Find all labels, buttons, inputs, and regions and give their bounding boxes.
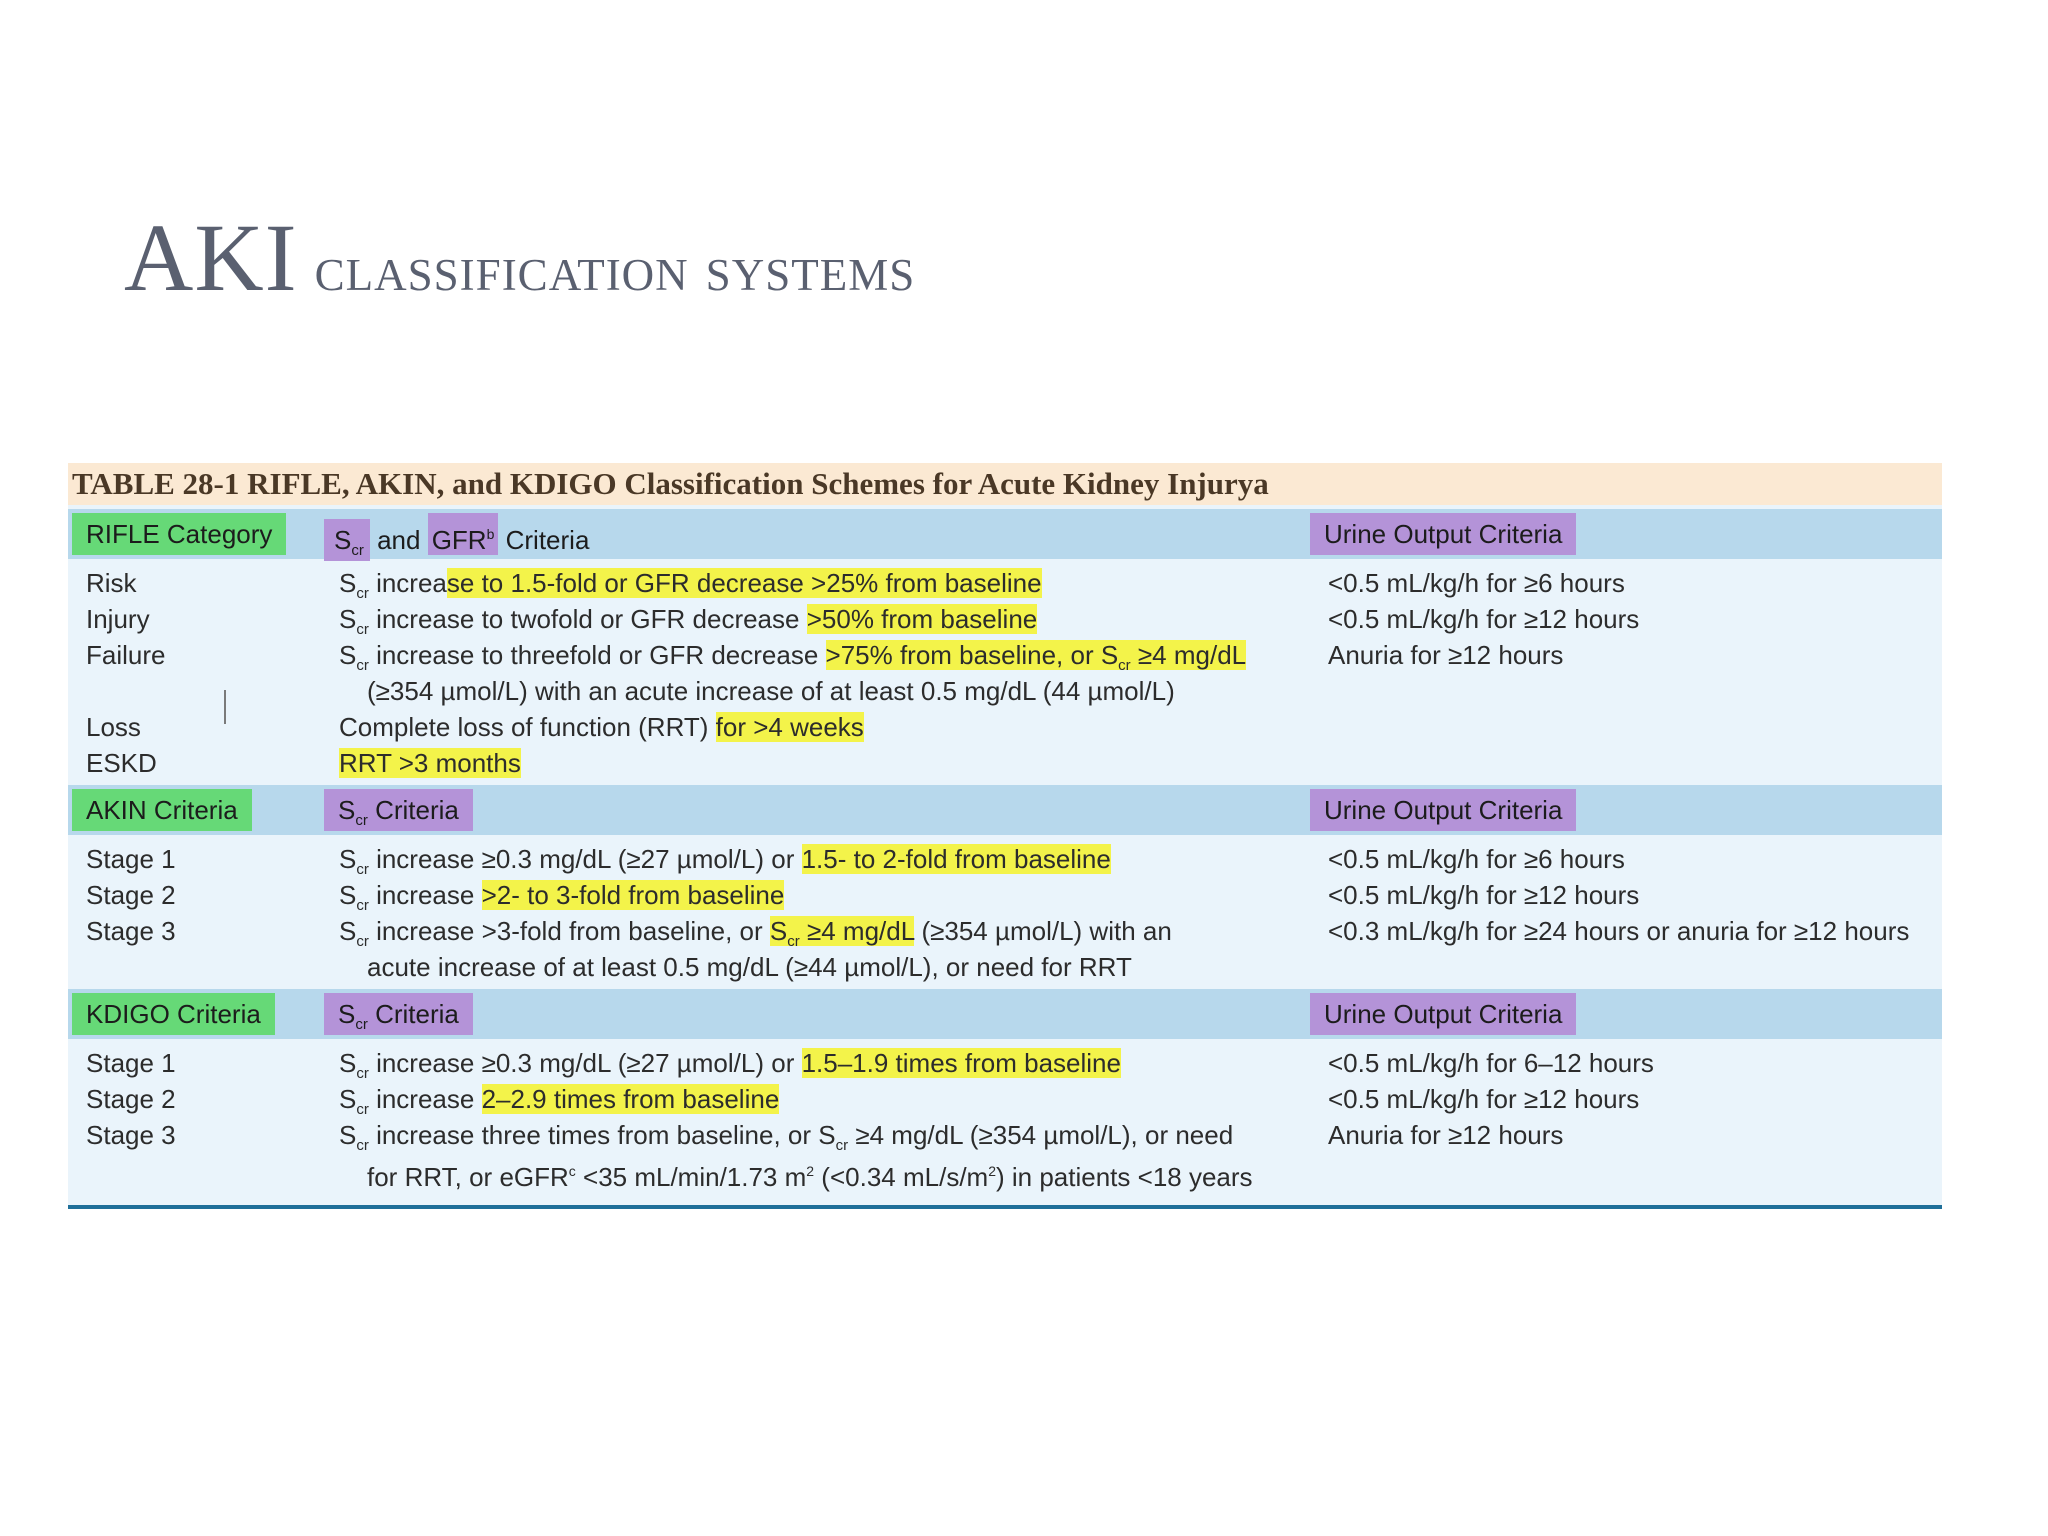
row-urine: Anuria for ≥12 hours (1328, 1120, 1564, 1150)
row-criteria-continued: acute increase of at least 0.5 mg/dL (≥44 µmol/L), or need for RRT (367, 952, 1132, 982)
criteria-text: Criteria (505, 525, 590, 555)
row-label: Stage 3 (86, 916, 176, 946)
row-urine: <0.5 mL/kg/h for ≥12 hours (1328, 880, 1640, 910)
table-row (68, 949, 1942, 985)
row-criteria-continued: for RRT, or eGFR$^c$ <35 mL/min/1.73 $m^2$ (<0.34 $mL/s/m^2$) in patients <18 years (367, 1162, 1253, 1192)
row-urine: Anuria for ≥12 hours (1328, 640, 1564, 670)
akin-header-bar (68, 785, 1942, 835)
rifle-rows (68, 565, 1942, 781)
row-label: Risk (86, 568, 137, 598)
row-criteria: $S_{cr}$ increase three times from baseline, or $S_{cr} \ge 4$ mg/dL (≥354 µmol/L), or need (339, 1120, 1234, 1154)
row-criteria: $S_{cr}$ increase >2- to 3-fold from baseline (339, 880, 785, 914)
table-row (68, 709, 1942, 745)
row-urine: <0.5 mL/kg/h for 6–12 hours (1328, 1048, 1654, 1078)
row-criteria: $S_{cr}$ increase 2–2.9 times from baseline (339, 1084, 780, 1118)
row-criteria: $S_{cr}$ increase to 1.5-fold or GFR decrease >25% from baseline (339, 568, 1042, 602)
row-urine: <0.5 mL/kg/h for ≥6 hours (1328, 844, 1625, 874)
akin-criteria-header: $S_{cr}$ Criteria (324, 789, 473, 831)
slide-title-rest: classification systems (297, 233, 916, 304)
row-label: Stage 3 (86, 1120, 176, 1150)
row-criteria: $S_{cr}$ increase ≥0.3 mg/dL (≥27 µmol/L) or 1.5–1.9 times from baseline (339, 1048, 1121, 1082)
table-row (68, 1153, 1942, 1192)
akin-urine-header: Urine Output Criteria (1310, 789, 1576, 831)
classification-table (68, 463, 1942, 1209)
akin-rows (68, 841, 1942, 985)
akin-category-header: AKIN Criteria (72, 789, 252, 831)
row-criteria: $S_{cr}$ increase ≥0.3 mg/dL (≥27 µmol/L) or 1.5- to 2-fold from baseline (339, 844, 1111, 878)
kdigo-urine-header: Urine Output Criteria (1310, 993, 1576, 1035)
row-label: ESKD (86, 748, 157, 778)
table-row (68, 601, 1942, 637)
row-urine: <0.3 mL/kg/h for ≥24 hours or anuria for ≥12 hours (1328, 916, 1910, 946)
table-row (68, 913, 1942, 949)
table-row (68, 673, 1942, 709)
row-criteria: $S_{cr}$ increase >3-fold from baseline, or $S_{cr} \ge 4$ mg/dL (≥354 µmol/L) with an (339, 916, 1172, 950)
table-row (68, 637, 1942, 673)
row-urine: <0.5 mL/kg/h for ≥12 hours (1328, 604, 1640, 634)
row-label: Stage 1 (86, 1048, 176, 1078)
rifle-criteria-header (324, 513, 590, 559)
table-row (68, 877, 1942, 913)
kdigo-rows (68, 1045, 1942, 1192)
slide-title (124, 204, 916, 311)
row-label: Stage 1 (86, 844, 176, 874)
kdigo-header-bar (68, 989, 1942, 1039)
and-text: and (377, 525, 428, 555)
table-row (68, 841, 1942, 877)
table-row (68, 1045, 1942, 1081)
row-label: Failure (86, 640, 166, 670)
rifle-category-header: RIFLE Category (72, 513, 286, 555)
row-criteria: Complete loss of function (RRT) for >4 weeks (339, 712, 864, 742)
row-label: Stage 2 (86, 1084, 176, 1114)
row-criteria: $S_{cr}$ increase to threefold or GFR decrease >75% from baseline, or $S_{cr} \ge 4$ mg/dL (339, 640, 1247, 674)
row-criteria: $S_{cr}$ increase to twofold or GFR decrease >50% from baseline (339, 604, 1038, 638)
row-criteria-continued: (≥354 µmol/L) with an acute increase of at least 0.5 mg/dL (44 µmol/L) (367, 676, 1175, 706)
table-row (68, 745, 1942, 781)
table-row (68, 1117, 1942, 1153)
row-label: Stage 2 (86, 880, 176, 910)
kdigo-category-header: KDIGO Criteria (72, 993, 275, 1035)
row-urine: <0.5 mL/kg/h for ≥6 hours (1328, 568, 1625, 598)
rifle-header-bar (68, 509, 1942, 559)
kdigo-criteria-header: $S_{cr}$ Criteria (324, 993, 473, 1035)
table-row (68, 565, 1942, 601)
gfr-tag: GFR$^b$ (428, 513, 499, 555)
row-label: Injury (86, 604, 150, 634)
row-urine: <0.5 mL/kg/h for ≥12 hours (1328, 1084, 1640, 1114)
slide-title-abbrev: AKI (124, 204, 298, 311)
table-caption: TABLE 28-1 RIFLE, AKIN, and KDIGO Classification Schemes for Acute Kidney Injurya (68, 463, 1942, 505)
row-criteria: RRT >3 months (339, 748, 521, 778)
scr-tag: $S_{cr}$ (324, 519, 370, 561)
rifle-urine-header: Urine Output Criteria (1310, 513, 1576, 555)
row-label: Loss (86, 712, 141, 742)
table-row (68, 1081, 1942, 1117)
